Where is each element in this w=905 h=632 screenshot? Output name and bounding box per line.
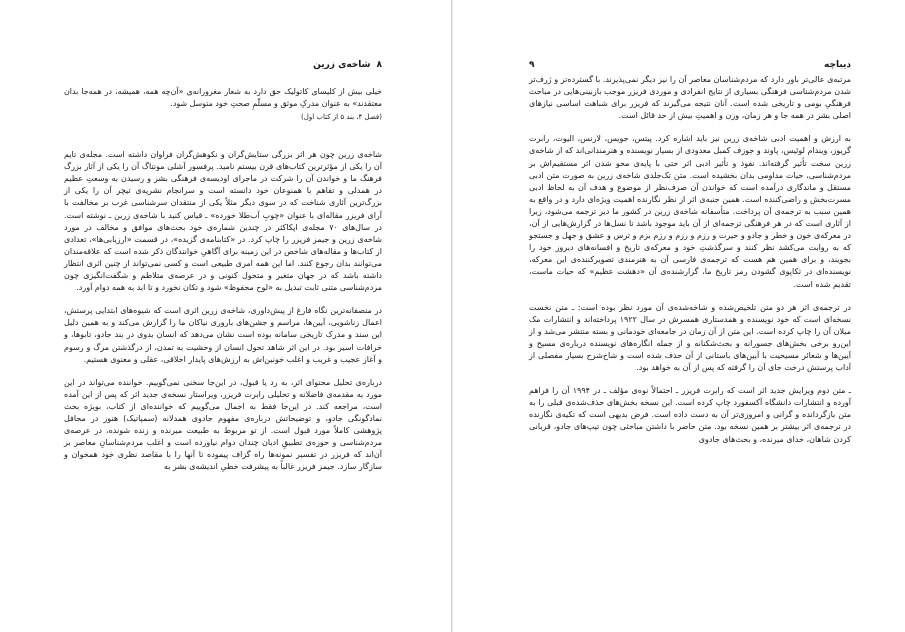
left-page-body bbox=[64, 86, 382, 473]
paragraph: مرتبه‌ی عالی‌تر باور دارد که مردم‌شناسان معاصر آن را نیز دیگر نمی‌پذیرند. با گسترده‌تر و ژرف‌تر شدن مردم‌شناسی فرهنگی بسیاری از نتایج انفرادی و موردی فریزر موجب بازبینی‌هایی در مباحث فرهنگیِ بومی و تاریخی شده است. آنان نتیجه می‌گیرند که فریزر برای شباهت اساسی نیازهای اصلی بشر در همه جا و هر زمان، وزن و اهمیتِ بیش از حد قائل است. bbox=[529, 75, 851, 121]
right-page-body bbox=[529, 74, 851, 446]
right-page bbox=[453, 0, 905, 632]
left-page-header bbox=[64, 60, 382, 76]
running-head: دیباچه bbox=[824, 60, 851, 70]
left-page bbox=[0, 0, 452, 632]
paragraph: ـ متن دوم ویرایش جدید اثر است که رابرت فریزر ـ احتمالاً نوه‌ی مؤلف ـ در ۱۹۹۴ آن را فراهم آورده و انتشارات دانشگاه آکسفورد چاپ کرده است. این نسخه بخش‌های حذف‌شده‌ی قبلی را به متن بازگردانده و گرانی و امروزی‌تر آن به دست داده است. فرض بدیهی است که تکیه‌ی نگارنده در ترجمه‌ی اثر بیشتر بر همین نسخه بود. متن حاضر با داشتن مباحثی چون تیپ‌های جادو، قربانی کردن شاهان، خدای میرنده، و بحث‌های جادوی bbox=[529, 386, 851, 444]
paragraph: به ارزش و اهمیت ادبی شاخه‌ی زرین نیز باید اشاره کرد. پیتس، جویس، لارنس، الیوت، رابرت گریوز، ویندام لوئیس، پاوند و جوزف کمبل معدودی از بسیار نویسنده و هنرمندانی‌اند که از شاخه‌ی زرین سخت تأثیر گرفته‌اند. نفوذ و تأثیر ادبی اثر حتی با پایه‌ی محو شدن اثر مستقیم‌اش بر مردم‌شناسی، حیات مداومی بدان بخشیده است. متن تک‌جلدی شاخه‌ی زرین به صورت متن ادبی مستقل و ماندگاری درآمده است که خواندن آن صرف‌نظر از موضوع و هدف آن به لحاظ ادبی مسرت‌بخش و راضی‌کننده است. همین جنبه‌ی اثر از نظر نگارنده اهمیت ویژه‌ای دارد و در واقع به همین سبب به ترجمه‌ی آن پرداخت. متأسفانه شاخه‌ی زرین در کشور ما دیر ترجمه می‌شود، زیرا از آثاری است که در هر فرهنگی ترجمه‌ای از آن باید موجود باشد تا نسل‌ها در گزارش‌هایی از آن، در معرکه‌ی خون و خطر و جادو و حیرت و رزم و رزم و رزم بزم و ترس و عشق و جهل و جستجو که به روایت می‌کشد نظر کنند و سرگذشتِ خود و معرکه‌ی تاریخ و افسانه‌های دیروز خود را بجویند، و برای همین هم هست که ترجمه‌ی فارسی آن به هنرمندی تصویرکننده‌ی این معرکه، نویسنده‌ای در تکاپوی گشودن رمز تاریخ ما، گزارشنده‌ی آن «دهشت عظیم» که حیات ماست، تقدیم شده است. bbox=[529, 134, 851, 289]
paragraph: درباره‌ی تحلیل محتوای اثر، به رد یا قبول، در این‌جا سخنی نمی‌گوییم. خواننده می‌تواند در این مورد به مقدمه‌ی فاضلانه و تحلیلی رابرت فریزر، ویراستار نسخه‌ی جدید اثر که پس از این آمده است، مراجعه کند. در این‌جا فقط به اجمال می‌گوییم که خواننده‌ای از کتاب، بویژه بحث نمادگونگی جادو، و توضیحاتش درباره‌ی مفهوم جادوی همدلانه (سمپاتیک) هنوز در محافل پژوهشی کاملاً مورد قبول است. از تو مربوط به طبیعت میرنده و زنده شونده، در عرصه‌ی مردم‌شناسی و حوزه‌ی تطبیقِ ادیان چندان دوام نیاورده است و اغلب مردم‌شناسانِ معاصر بر آن‌اند که فریزر در تفسیر نمونه‌ها راه گزاف پیموده تا آنها را با مقاصد نظری خود همخوان و سازگار سازد. جیمز فریزر غالباً به پیشرفت خطیِ اندیشه‌ی بشر به bbox=[64, 377, 382, 472]
epigraph-citation: (فصل ۴، بند ۵ از کتاب اول) bbox=[301, 113, 382, 121]
paragraph: در ترجمه‌ی اثر هر دو متن تلخیص‌شده و شاخه‌شده‌ی آن مورد نظر بوده است: ـ متن نخست نسخه‌ای است که خود نویسنده و همدستاری همسرش در سال ۱۹۲۲ پرداخته‌اند و انتشارات مک میلان آن را چاپ کرده است. این متن از آن زمان در جامعه‌ای خودمانی و بسته منتشر می‌شد و از این‌رو برخی بخش‌های جسورانه و بحث‌شکنانه و از جمله انگاره‌های نویسنده درباره‌ی مسیح و آیین‌ها و شعائر مسیحیت با آیین‌های باستانی از آن حذف شده است و شاخ‌شرح بسیار مفصلی از آداب پرستش درخت جای آن را گرفته که پس از آن به خواهد بود. bbox=[529, 302, 851, 373]
paragraph: شاخه‌ی زرین چون هر اثر بزرگی ستایش‌گران و نکوهش‌گران فراوان داشته است. مجله‌ی تایم آن را یکی از مؤثرترین کتاب‌های قرن بیستم نامید. پرفسور آشلی مونتاگ آن را یکی از آثار بزرگ فرهنگ ما و خواندن آن را شرکت در ماجرای اودیسه‌ی فرهنگی بشر و رسیدن به وسعتِ عظیم در همدلی و تفاهم با همنوعان خود دانسته است و سرانجام نشریه‌ی تیچر آن را یکی از بزرگ‌ترین آثاری شناخت که در سوی دیگر مثلاً یکی از منتقدان سرشناسی غرب بر مخالفت با آرای فریزر مقاله‌ای با عنوان «چوبِ آب‌طلا خورده» ـ قیاس کنید با شاخه‌ی زرین ـ نوشته است. در سال‌های ۷۰ مجله‌ی اپکاکثر در چندین شماره‌ی خود بحث‌های موافق و مخالف در مورد شاخه‌ی زرین و جیمز فریزر را چاپ کرد. در «کتابنامه‌ی گزیده»، در قسمت «ارزیابی‌ها»، تعدادی از کتاب‌ها و مقاله‌های شاخص در این زمینه برای آگاهیِ خوانندگان ذکر شده است که علاقه‌مندان می‌توانند بدان رجوع کنند. اما این همه امری طبیعی است و کسی نمی‌تواند از چنین اثری انتظار داشته باشد که در جهان متغیر و متحول کنونی و در عرصه‌ی متلاطم و شگفت‌انگیزی چون مردم‌شناسی متنی ثابت تبدیل به «لوح محفوظ» شود و تکان نخورد و تا ابد به همه دوام آورد. bbox=[64, 150, 382, 293]
paragraph: در منصفانه‌ترین نگاه فارغ از پیش‌داوری، شاخه‌ی زرین اثری است که شیوه‌های ابتدایی پرستش، اعمال زناشویی، آیین‌ها، مراسم و جشن‌های باروری نیاکان ما را گزارش می‌کند و به همین دلیل این سند و مدرک تاریخی سامانه بوده است نشان می‌دهد که انسان بدوی در بند جادو، تابوها، و خرافات اسیر بود. در این اثر شاهد تحول انسان از وحشیت به تمدن، از درگذشتن مرگ و رسوم و آغاز عجیب و غریب و اغلب خونین‌اش به ارزش‌های پایدار اخلاقی، عقلی و معنوی هستیم. bbox=[64, 306, 382, 364]
running-head: شاخه‌ی زرین bbox=[313, 60, 371, 70]
page-number: ۸ bbox=[376, 60, 382, 70]
page-number: ۹ bbox=[529, 60, 535, 70]
epigraph-quote: خیلی بیش از کلیسای کاتولیک حق دارد به شعار مغرورانه‌ی «آن‌چه همه، همیشه، در همه‌جا بدان معتقدند» به عنوان مدرکِ موثق و مسلّمِ صحتِ خود متوسل شود. bbox=[64, 87, 382, 108]
